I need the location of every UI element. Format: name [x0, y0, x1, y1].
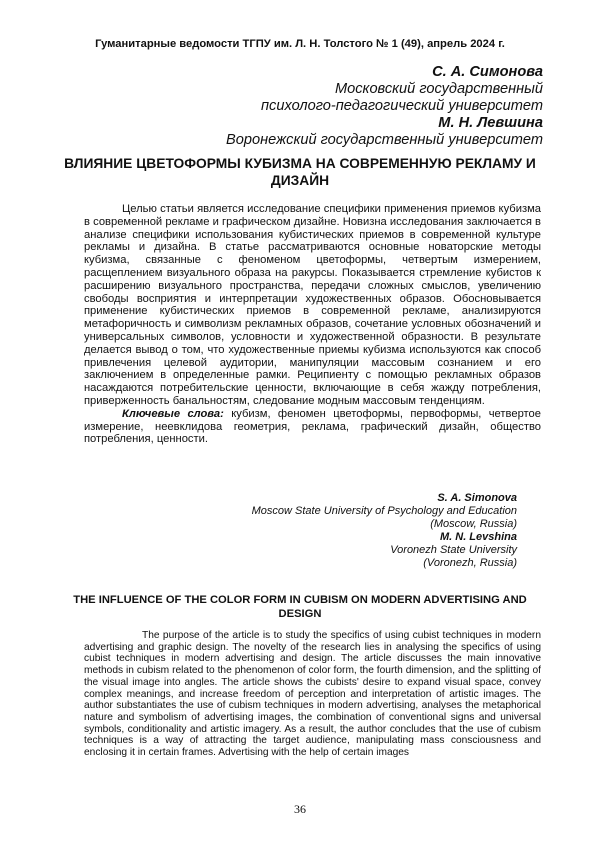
author-name-en-1: S. A. Simonova: [437, 492, 517, 504]
abstract-ru-text: Целью статьи является исследование специфики применения приемов кубизма в современной рекламе и графическом дизайне. Новизна исследования заключается в анализе специфики использования кубистических приемов в современной культуре рекламы и дизайна. В статье рассматриваются основные новаторские методы кубизма, связанные с феноменом цветоформы, четвертым измерением, расщеплением визуального образа на ракурсы. Показывается стремление кубистов к расширению визуального пространства, передачи сложных смыслов, увеличению свободы восприятия и интерпретации художественных образов. Обосновывается применение кубистических приемов в современной рекламе, анализируются метафоричность и символизм рекламных образов, сочетание условных обозначений и универсальных символов, условности и художественной образности. В результате делается вывод о том, что художественные приемы кубизма используются как способ привлечения целевой аудитории, манипуляции массовым сознанием и его заключением в определенные рамки. Реципиенту с помощью рекламных образов насаждаются потребительские ценности, включающие в себя жажду потребления, приверженность банальностям, следование модным массовым тенденциям.: [84, 203, 541, 407]
article-title-ru: ВЛИЯНИЕ ЦВЕТОФОРМЫ КУБИЗМА НА СОВРЕМЕННУЮ РЕКЛАМУ И ДИЗАЙН: [64, 156, 536, 188]
author-affiliation-en-1-line-2: (Moscow, Russia): [430, 518, 517, 530]
keywords-ru-label: Ключевые слова:: [122, 407, 224, 420]
authors-ru: [163, 64, 543, 149]
author-affiliation-ru-1-line-2: психолого-педагогический университет: [261, 98, 543, 114]
abstract-en: [84, 630, 541, 759]
article-title-en: THE INFLUENCE OF THE COLOR FORM IN CUBISM ON MODERN ADVERTISING AND DESIGN: [73, 594, 527, 620]
page-number: 36: [294, 802, 306, 816]
author-affiliation-ru-1-line-1: Московский государственный: [334, 81, 543, 97]
abstract-en-text: The purpose of the article is to study the specifics of using cubist techniques in modern advertising and graphic design. The novelty of the research lies in analysing the specifics of using cubist techniques in modern advertising and design. The article discusses the main innovative methods in cubism related to the phenomenon of color form, the fourth dimension, and the splitting of the visual image into angles. The article shows the cubists' desire to expand visual space, convey complex meanings, and increase freedom of perception and interpretation of artistic images. The author substantiates the use of cubism techniques in modern advertising, analyses the metaphorical nature and symbolism of advertising images, the combination of conventional signs and universal symbols, conditionality and artistic imagery. As a result, the author concludes that the use of cubism techniques is a way of attracting the target audience, manipulating mass consciousness and enclosing it in certain frames. Advertising with the help of certain images: [84, 630, 541, 759]
author-affiliation-en-2-line-2: (Voronezh, Russia): [423, 557, 517, 569]
author-affiliation-ru-2-line-1: Воронежский государственный университет: [226, 132, 543, 148]
keywords-ru-text: кубизм, феномен цветоформы, первоформы, четвертое измерение, неевклидова геометрия, реклама, графический дизайн, общество потребления, ценности.: [84, 407, 541, 446]
author-name-ru-2: М. Н. Левшина: [438, 115, 543, 131]
abstract-ru: [84, 203, 541, 446]
author-affiliation-en-2-line-1: Voronezh State University: [390, 544, 517, 556]
authors-en: [157, 492, 517, 570]
author-name-en-2: M. N. Levshina: [439, 531, 517, 543]
author-affiliation-en-1-line-1: Moscow State University of Psychology and Education: [251, 505, 517, 517]
running-header: Гуманитарные ведомости ТГПУ им. Л. Н. Толстого № 1 (49), апрель 2024 г.: [95, 38, 505, 50]
keywords-ru: [84, 408, 541, 446]
author-name-ru-1: С. А. Симонова: [432, 64, 543, 80]
